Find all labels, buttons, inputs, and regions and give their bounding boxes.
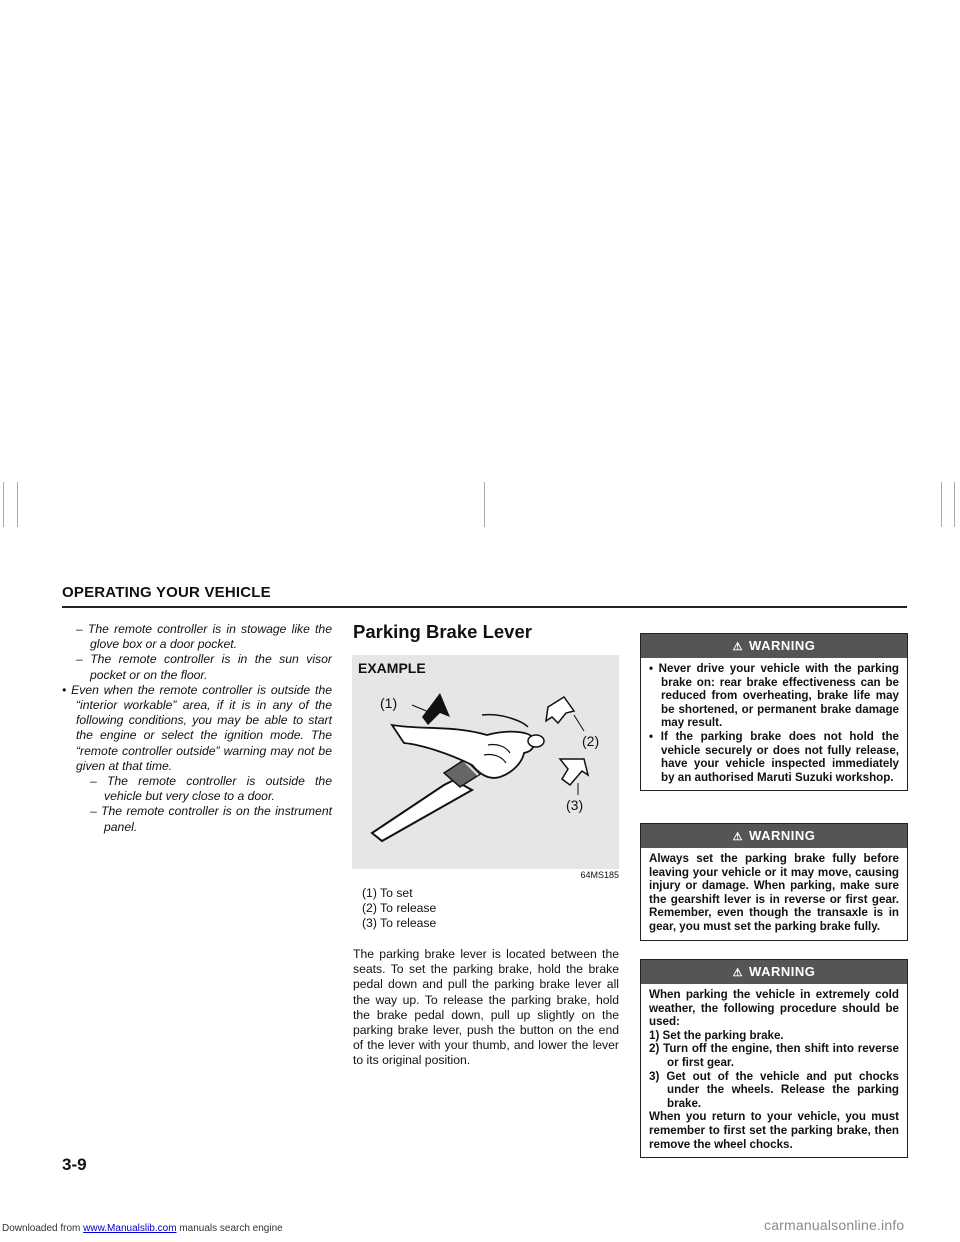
callout-2: (2) [582, 733, 600, 749]
warning-title: WARNING [749, 964, 816, 979]
crop-mark [484, 482, 485, 527]
warning-bullet: • If the parking brake does not hold the vehicle securely or does not fully release, have your vehicle inspected immediately by an authorised Maruti Suzuki workshop. [649, 729, 899, 784]
warning-icon: ⚠ [732, 831, 744, 843]
warning-step: 3) Get out of the vehicle and put chocks under the wheels. Release the parking brake. [649, 1069, 899, 1110]
warning-icon: ⚠ [732, 641, 744, 653]
figure-label: EXAMPLE [358, 660, 426, 676]
warning-step: 2) Turn off the engine, then shift into reverse or first gear. [649, 1042, 899, 1069]
crop-mark [17, 482, 18, 527]
watermark: carmanualsonline.info [764, 1217, 905, 1233]
warning-bullet: • Never drive your vehicle with the parking brake on: rear brake effectiveness can be reduced from overheating, brake life may be shortened, or permanent brake damage may result. [649, 662, 899, 730]
warning-title: WARNING [749, 638, 816, 653]
list-item: – The remote controller is in stowage like the glove box or a door pocket. [76, 622, 332, 652]
warning-text: When you return to your vehicle, you must remember to first set the parking brake, then remove the wheel chocks. [649, 1110, 899, 1151]
parking-brake-illustration [352, 655, 619, 869]
header-rule [62, 606, 907, 608]
left-column [62, 622, 332, 835]
crop-mark [3, 482, 4, 527]
figure-legend [362, 886, 436, 931]
warning-box [640, 823, 908, 941]
parking-brake-heading: Parking Brake Lever [353, 621, 532, 642]
parking-brake-figure [352, 655, 619, 869]
warning-step: 1) Set the parking brake. [649, 1028, 784, 1042]
warning-icon: ⚠ [732, 967, 744, 979]
parking-brake-description: The parking brake lever is located between the seats. To set the parking brake, hold the brake pedal down and pull the parking brake lever all the way up. To release the parking brake, hold the brake pedal down, pull up slightly on the parking brake lever, push the button on the end of the lever with your thumb, and lower the lever to its original position. [353, 947, 619, 1068]
section-title: OPERATING YOUR VEHICLE [62, 584, 271, 601]
warning-box [640, 633, 908, 791]
download-footer: Downloaded from www.Manualslib.com manuals search engine [2, 1223, 283, 1234]
callout-3: (3) [566, 797, 584, 813]
manualslib-link[interactable]: www.Manualslib.com [83, 1223, 177, 1234]
legend-item: (2) To release [362, 901, 437, 915]
legend-item: (3) To release [362, 916, 437, 930]
list-item: • Even when the remote controller is outside the “interior workable” area, if it is in any of the following conditions, you may be able to start the engine or select the ignition mode. The “remote controller outside” warning may not be given at that time. [62, 682, 332, 773]
legend-item: (1) To set [362, 886, 413, 900]
list-item: – The remote controller is on the instrument panel. [90, 804, 332, 834]
list-item: – The remote controller is outside the vehicle but very close to a door. [90, 774, 332, 804]
warning-box [640, 959, 908, 1158]
crop-mark [941, 482, 942, 527]
warning-text: Always set the parking brake fully before leaving your vehicle or it may move, causing injury or damage. When parking, make sure the gearshift lever is in reverse or first gear. Remember, even though the transaxle is in gear, you must set the parking brake fully. [649, 852, 899, 933]
warning-text: When parking the vehicle in extremely cold weather, the following procedure should be used: [649, 988, 899, 1029]
figure-code: 64MS185 [580, 870, 619, 880]
list-item: – The remote controller is in the sun visor pocket or on the floor. [76, 652, 332, 682]
page-number: 3-9 [62, 1155, 87, 1174]
callout-1: (1) [380, 695, 398, 711]
warning-title: WARNING [749, 828, 816, 843]
crop-mark [954, 482, 955, 527]
